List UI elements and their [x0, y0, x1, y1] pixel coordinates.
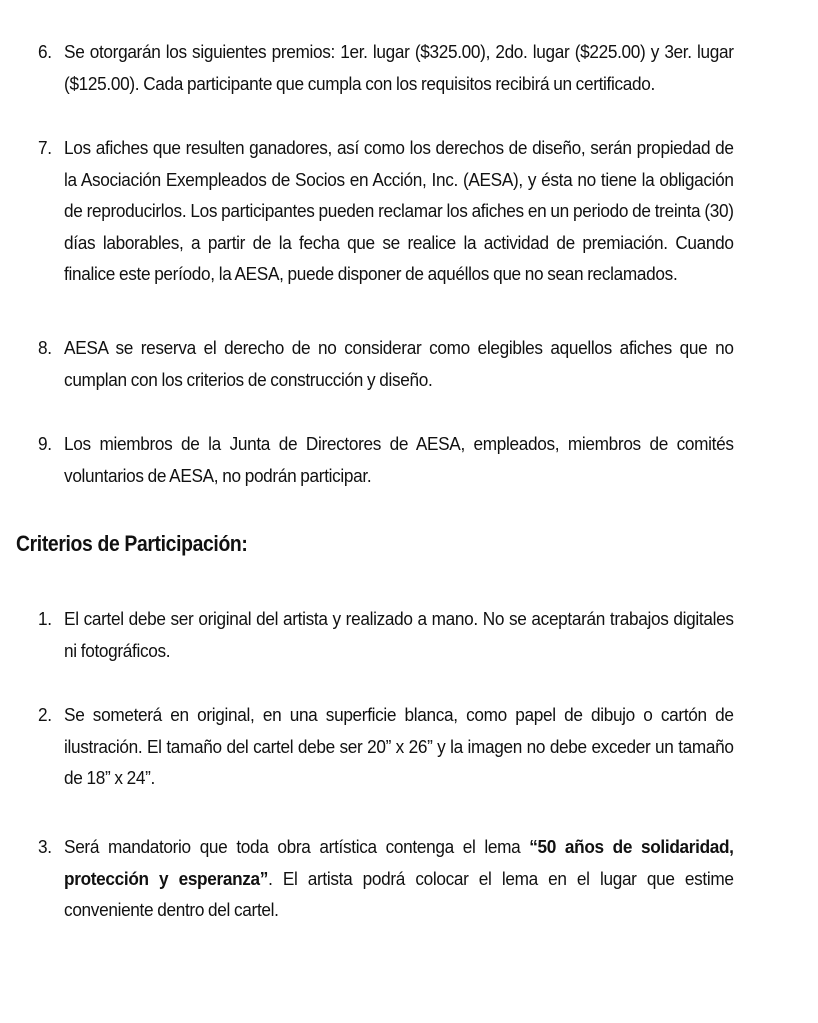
rule-text: Se otorgarán los siguientes premios: 1er. lugar ($325.00), 2do. lugar ($225.00) y 3er. lugar ($125.00). Cada participante que cumpla con los requisitos recibirá un certificado. [64, 41, 734, 94]
criteria-text-after: . El artista podrá colocar el lema en el lugar que estime conveniente dentro del cartel. [64, 867, 734, 920]
rule-item-6 [38, 36, 734, 132]
criteria-heading: Criterios de Participación: [16, 531, 248, 556]
criteria-text: Se someterá en original, en una superficie blanca, como papel de dibujo o cartón de ilustración. El tamaño del cartel debe ser 20” x 26” y la imagen no debe exceder un tamaño de 18” x 24”. [64, 704, 734, 788]
criteria-number: 1. [38, 608, 52, 629]
rule-item-7 [38, 132, 734, 332]
criteria-item-1 [38, 603, 734, 699]
rule-number: 8. [38, 337, 52, 358]
rule-text: Los afiches que resulten ganadores, así como los derechos de diseño, serán propiedad de la Asociación Exempleados de Socios en Acción, Inc. (AESA), y ésta no tiene la obligación de reproducirlos. Los participantes pueden reclamar los afiches en un periodo de treinta (30) días laborables, a partir de la fecha que se realice la actividad de premiación. Cuando finalice este período, la AESA, puede disponer de aquéllos que no sean reclamados. [64, 137, 734, 284]
rule-text: Los miembros de la Junta de Directores de AESA, empleados, miembros de comités voluntarios de AESA, no podrán participar. [64, 433, 734, 486]
rule-text: AESA se reserva el derecho de no considerar como elegibles aquellos afiches que no cumplan con los criterios de construcción y diseño. [64, 337, 734, 390]
criteria-list [38, 603, 760, 927]
criteria-number: 3. [38, 836, 52, 857]
rule-number: 7. [38, 137, 52, 158]
criteria-item-3 [38, 831, 734, 927]
rule-item-9 [38, 428, 734, 508]
criteria-text-before: Será mandatorio que toda obra artística contenga el lema [64, 836, 530, 857]
criteria-text: El cartel debe ser original del artista y realizado a mano. No se aceptarán trabajos digitales ni fotográficos. [64, 608, 734, 661]
criteria-item-2 [38, 699, 734, 831]
rule-item-8 [38, 332, 734, 428]
rule-number: 6. [38, 41, 52, 62]
rules-list [38, 36, 760, 508]
criteria-number: 2. [38, 704, 52, 725]
motto-text: “50 años de solidaridad, protección y esperanza” [64, 836, 734, 889]
rule-number: 9. [38, 433, 52, 454]
